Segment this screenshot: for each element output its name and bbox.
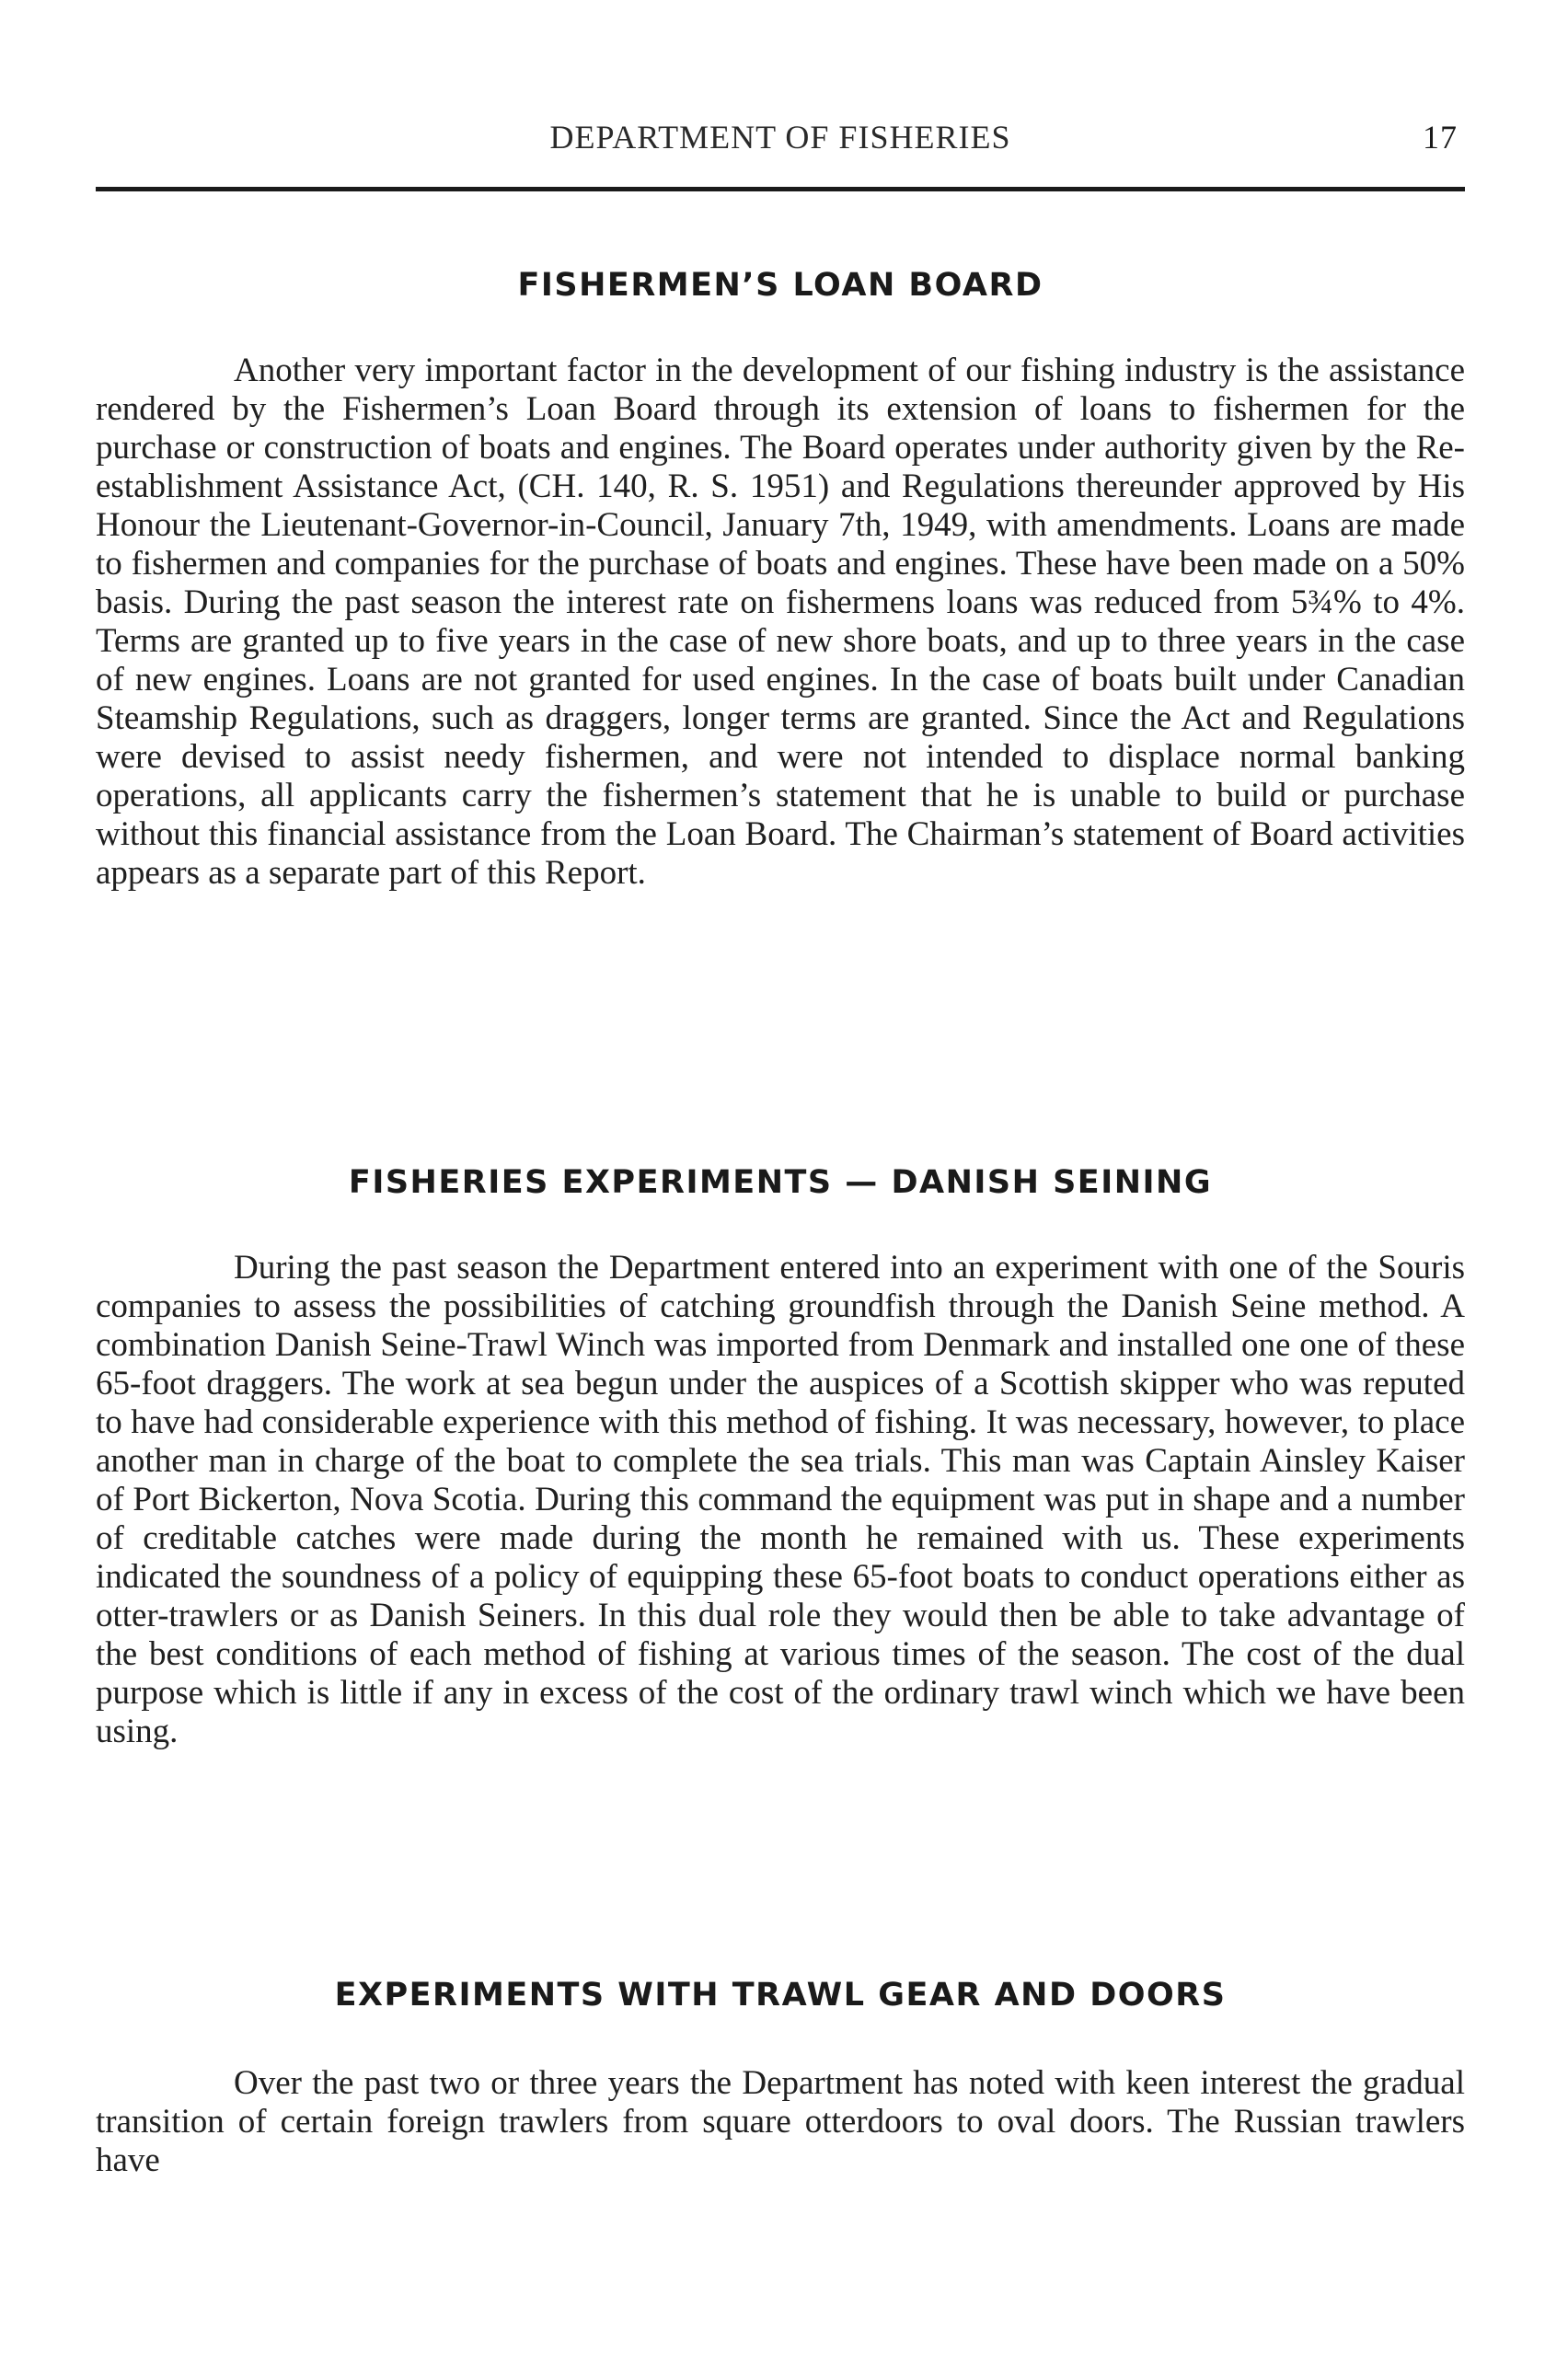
document-page (96, 0, 1465, 2366)
running-head (96, 118, 1465, 173)
section-paragraph: Another very important factor in the development of our fishing industry is the assistance rendered by the Fishermen’s Loan Board through its extension of loans to fishermen for the purchase or construction of boats and engines. The Board operates under authority given by the Re-establishment Assistance Act, (CH. 140, R. S. 1951) and Regulations thereunder approved by His Honour the Lieutenant-Governor-in-Council, January 7th, 1949, with amendments. Loans are made to fishermen and companies for the purchase of boats and engines. These have been made on a 50% basis. During the past season the interest rate on fishermens loans was reduced from 5¾% to 4%. Terms are granted up to five years in the case of new shore boats, and up to three years in the case of new engines. Loans are not granted for used engines. In the case of boats built under Canadian Steamship Regulations, such as draggers, longer terms are granted. Since the Act and Regulations were devised to assist needy fishermen, and were not intended to displace normal banking operations, all applicants carry the fishermen’s statement that he is unable to build or purchase without this financial assistance from the Loan Board. The Chairman’s statement of Board activities appears as a separate part of this Report. (96, 352, 1465, 892)
page-number: 17 (1423, 119, 1458, 156)
section-heading: EXPERIMENTS WITH TRAWL GEAR AND DOORS (334, 1977, 1227, 2014)
section-heading: FISHERIES EXPERIMENTS — DANISH SEINING (348, 1164, 1213, 1201)
section-heading: FISHERMEN’S LOAN BOARD (517, 267, 1043, 304)
section-loan-board (96, 267, 1465, 893)
section-paragraph: Over the past two or three years the Department has noted with keen interest the gradual transition of certain foreign trawlers from square otterdoors to oval doors. The Russian trawlers have (96, 2064, 1465, 2179)
running-head-title: DEPARTMENT OF FISHERIES (549, 119, 1011, 156)
section-trawl-gear (96, 1977, 1465, 2180)
header-rule (96, 187, 1465, 191)
section-paragraph: During the past season the Department entered into an experiment with one of the Souris companies to assess the possibilities of catching groundfish through the Danish Seine method. A combination Danish Seine-Trawl Winch was imported from Denmark and installed one one of these 65-foot draggers. The work at sea begun under the auspices of a Scottish skipper who was reputed to have had considerable experience with this method of fishing. It was necessary, however, to place another man in charge of the boat to complete the sea trials. This man was Captain Ainsley Kaiser of Port Bickerton, Nova Scotia. During this command the equipment was put in shape and a number of creditable catches were made during the month he remained with us. These experiments indicated the soundness of a policy of equipping these 65-foot boats to conduct operations either as otter-trawlers or as Danish Seiners. In this dual role they would then be able to take advantage of the best conditions of each method of fishing at various times of the season. The cost of the dual purpose which is little if any in excess of the cost of the ordinary trawl winch which we have been using. (96, 1249, 1465, 1750)
section-danish-seining (96, 1164, 1465, 1751)
